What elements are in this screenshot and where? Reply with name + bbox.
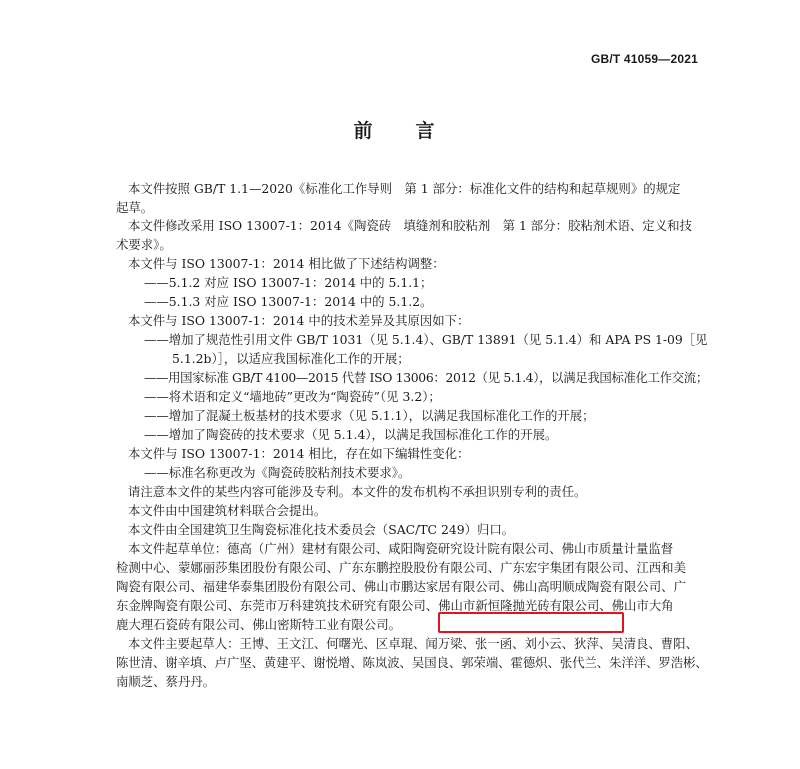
list-item: ——5.1.2 对应 ISO 13007-1：2014 中的 5.1.1； [144,275,433,290]
paragraph-line: 南顺芝、蔡丹丹。 [116,674,216,689]
list-item: ——增加了规范性引用文件 GB/T 1031（见 5.1.4）、GB/T 13891（见 5.1.4）和 APA PS 1-09［见 [144,332,708,347]
list-item: ——增加了混凝土板基材的技术要求（见 5.1.1），以满足我国标准化工作的开展； [144,408,595,423]
list-item: ——标准名称更改为《陶瓷砖胶粘剂技术要求》。 [144,465,411,480]
paragraph-line: 本文件与 ISO 13007-1：2014 相比做了下述结构调整： [128,256,445,271]
list-item: ——用国家标准 GB/T 4100—2015 代替 ISO 13006：2012（见 5.1.4），以满足我国标准化工作交流； [144,370,708,385]
list-item-cont: 5.1.2b）］，以适应我国标准化工作的开展； [172,351,410,366]
paragraph-line: 陈世清、谢辛填、卢广坚、黄建平、谢悦增、陈岚波、吴国良、郭荣端、霍德炽、张代兰、朱洋洋、罗浩彬、 [116,655,708,670]
standard-number: GB/T 41059—2021 [590,52,698,66]
paragraph-line: 本文件由中国建筑材料联合会提出。 [128,503,327,518]
paragraph-line: 本文件由全国建筑卫生陶瓷标准化技术委员会（SAC/TC 249）归口。 [128,522,515,537]
paragraph-line: 请注意本文件的某些内容可能涉及专利。本文件的发布机构不承担识别专利的责任。 [128,484,587,499]
paragraph-line: 鹿大理石瓷砖有限公司、佛山密斯特工业有限公司。 [116,617,401,632]
paragraph-line: 本文件按照 GB/T 1.1—2020《标准化工作导则 第 1 部分：标准化文件的结构和起草规则》的规定 [128,181,681,196]
paragraph-line: 本文件与 ISO 13007-1：2014 相比，存在如下编辑性变化： [128,446,470,461]
paragraph-line: 陶瓷有限公司、福建华泰集团股份有限公司、佛山市鹏达家居有限公司、佛山高明顺成陶瓷有限公司、广 [116,579,686,594]
paragraph-line: 本文件主要起草人：王博、王文江、何曙光、区卓琨、闻万梁、张一函、刘小云、狄萍、吴清良、曹阳、 [128,636,698,651]
list-item: ——将术语和定义“墙地砖”更改为“陶瓷砖”（见 3.2）； [144,389,441,404]
paragraph-line: 起草。 [116,200,154,215]
paragraph-line: 东金牌陶瓷有限公司、东莞市万科建筑技术研究有限公司、佛山市新恒隆抛光砖有限公司、佛山市大角 [116,598,674,613]
paragraph-line: 本文件修改采用 ISO 13007-1：2014《陶瓷砖 填缝剂和胶粘剂 第 1 部分：胶粘剂术语、定义和技 [128,218,692,233]
list-item: ——5.1.3 对应 ISO 13007-1：2014 中的 5.1.2。 [144,294,433,309]
page-title: 前 言 [353,120,447,142]
paragraph-line: 术要求》。 [116,237,172,252]
paragraph-line: 检测中心、蒙娜丽莎集团股份有限公司、广东东鹏控股股份有限公司、广东宏宇集团有限公司、江西和美 [116,560,686,575]
list-item: ——增加了陶瓷砖的技术要求（见 5.1.4），以满足我国标准化工作的开展。 [144,427,558,442]
paragraph-line: 本文件与 ISO 13007-1：2014 中的技术差异及其原因如下： [128,313,470,328]
paragraph-line: 本文件起草单位：德高（广州）建材有限公司、咸阳陶瓷研究设计院有限公司、佛山市质量计量监督 [128,541,674,556]
highlight-box [438,612,624,633]
